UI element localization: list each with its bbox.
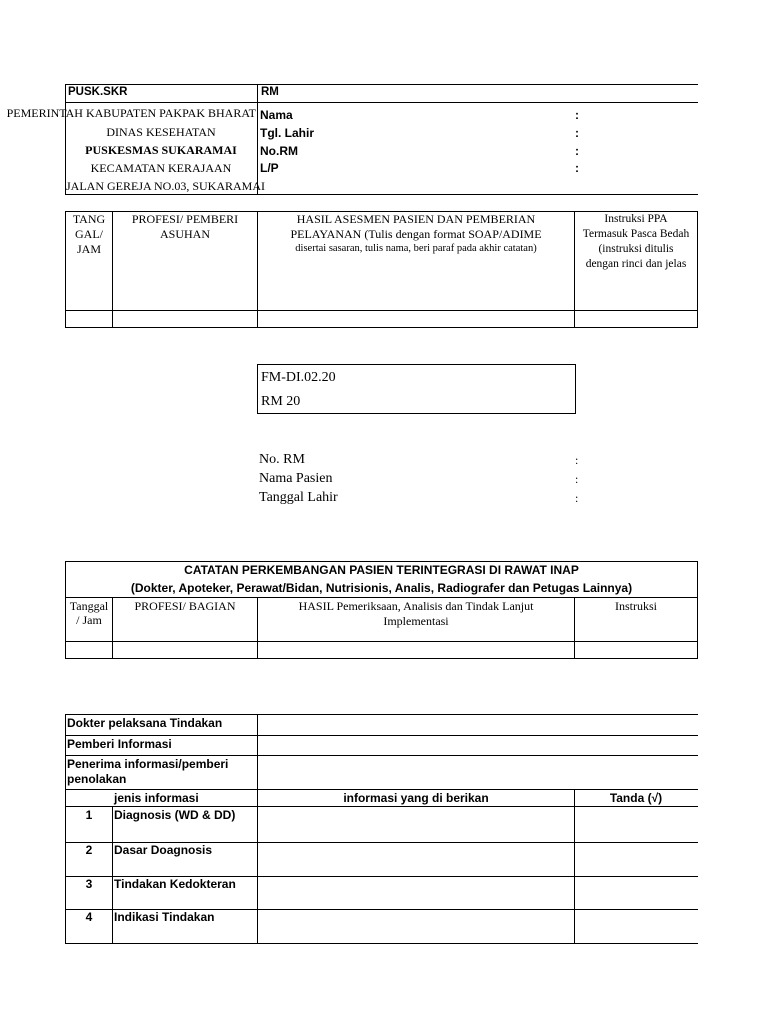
org-address: JALAN GEREJA NO.03, SUKARAMAI — [66, 179, 266, 193]
field-sep: : — [575, 108, 579, 122]
patient-info-sep: : — [575, 491, 579, 505]
col-examination-header: HASIL Pemeriksaan, Analisis dan Tindak Lanjut Implementasi — [298, 599, 534, 628]
col-profession-header: PROFESI/ PEMBERI ASUHAN — [131, 212, 239, 241]
col-header-info-type: jenis informasi — [114, 791, 199, 805]
form-number: RM 20 — [261, 394, 301, 409]
col-date-header: Tanggal / Jam — [69, 599, 109, 627]
item-number: 4 — [85, 910, 93, 924]
org-name: PEMERINTAH KABUPATEN PAKPAK BHARAT — [6, 106, 256, 120]
patient-info-sep: : — [575, 472, 579, 486]
rule — [697, 561, 698, 658]
rule — [65, 84, 698, 85]
rule — [257, 84, 258, 194]
rule — [65, 806, 698, 807]
rule — [112, 806, 113, 943]
org-district: KECAMATAN KERAJAAN — [90, 161, 232, 175]
item-number: 1 — [85, 808, 93, 822]
rule — [65, 641, 698, 642]
col-date-header: TANG GAL/ JAM — [72, 212, 106, 256]
col-header-mark: Tanda (√) — [609, 791, 663, 805]
rule — [65, 194, 698, 195]
rule — [65, 102, 698, 103]
item-label: Diagnosis (WD & DD) — [114, 808, 236, 822]
col-instruction-header: Instruksi — [615, 599, 657, 613]
form-code-box — [257, 364, 576, 414]
rule — [65, 327, 698, 328]
field-label-tgl-lahir: Tgl. Lahir — [260, 126, 314, 140]
field-label-lp: L/P — [260, 161, 279, 175]
patient-info-label: No. RM — [259, 452, 305, 467]
item-number: 2 — [85, 843, 93, 857]
rule — [65, 755, 698, 756]
patient-info-sep: : — [575, 453, 579, 467]
form-code: FM-DI.02.20 — [261, 370, 336, 385]
item-number: 3 — [85, 877, 93, 891]
field-label-no-rm: No.RM — [260, 144, 298, 158]
item-label: Dasar Doagnosis — [114, 843, 213, 857]
item-label: Tindakan Kedokteran — [114, 877, 236, 891]
rule — [257, 714, 258, 943]
col-instruction-header: Instruksi PPA Termasuk Pasca Bedah (instruksi ditulis dengan rinci dan jelas — [582, 213, 690, 270]
field-label-nama: Nama — [260, 108, 293, 122]
rule — [697, 211, 698, 327]
row-label-doctor: Dokter pelaksana Tindakan — [67, 716, 223, 730]
field-sep: : — [575, 161, 579, 175]
row-label-recipient: Penerima informasi/pemberi penolakan — [67, 757, 229, 786]
item-label: Indikasi Tindakan — [114, 910, 215, 924]
org-department: DINAS KESEHATAN — [106, 125, 216, 139]
rule — [65, 714, 66, 943]
rule — [65, 561, 698, 562]
rule — [65, 714, 698, 715]
patient-info-label: Tanggal Lahir — [259, 490, 338, 505]
patient-info-label: Nama Pasien — [259, 471, 333, 486]
progress-title: CATATAN PERKEMBANGAN PASIEN TERINTEGRASI DI RAWAT INAP — [184, 563, 579, 577]
header-code-right: RM — [261, 86, 279, 98]
header-code-left: PUSK.SKR — [68, 86, 128, 98]
rule — [65, 597, 698, 598]
rule — [65, 943, 698, 944]
col-profession-header: PROFESI/ BAGIAN — [134, 599, 236, 613]
rule — [65, 789, 698, 790]
col-assessment-header: HASIL ASESMEN PASIEN DAN PEMBERIAN PELAYANAN (Tulis dengan format SOAP/ADIME disertai sasaran, tulis nama, beri paraf pada akhir catatan) — [290, 212, 542, 254]
progress-subtitle: (Dokter, Apoteker, Perawat/Bidan, Nutrisionis, Analis, Radiografer dan Petugas Lainnya) — [130, 581, 633, 595]
field-sep: : — [575, 144, 579, 158]
col-header-info-given: informasi yang di berikan — [343, 791, 489, 805]
row-label-informant: Pemberi Informasi — [67, 737, 172, 751]
rule — [65, 735, 698, 736]
org-facility: PUSKESMAS SUKARAMAI — [85, 143, 237, 157]
rule — [65, 658, 698, 659]
rule — [574, 789, 575, 943]
rule — [65, 310, 698, 311]
field-sep: : — [575, 126, 579, 140]
